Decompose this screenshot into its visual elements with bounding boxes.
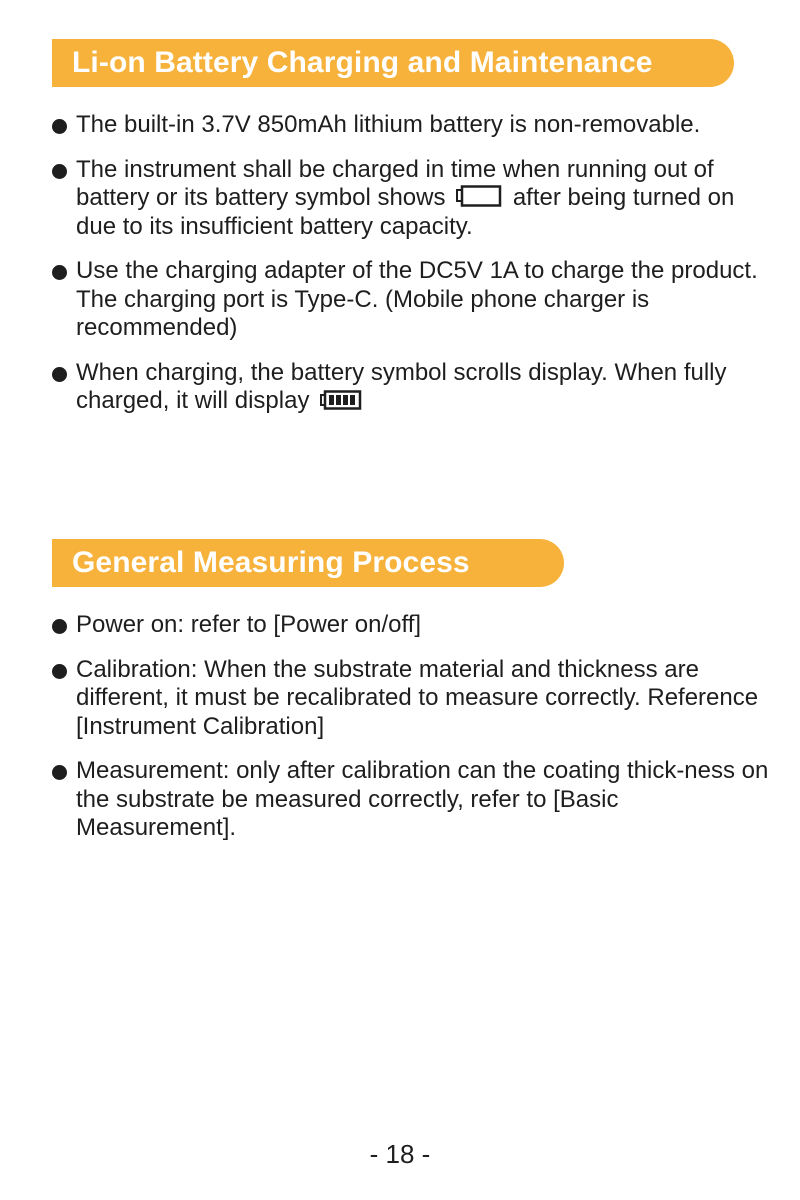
- list-item-text: The built-in 3.7V 850mAh lithium battery is non-removable.: [76, 111, 701, 138]
- bullet-icon: [52, 664, 67, 679]
- section-title-battery: Li-on Battery Charging and Maintenance: [72, 46, 653, 79]
- list-item: [50, 611, 780, 640]
- list-item-text: When charging, the battery symbol scrolls display. When fully charged, it will display: [76, 358, 727, 414]
- section-header-battery: [52, 39, 734, 87]
- battery-full-icon: [320, 390, 362, 410]
- bullet-icon: [52, 367, 67, 382]
- battery-bullet-list: [50, 111, 780, 432]
- list-item: [50, 111, 780, 140]
- list-item-text: Measurement: only after calibration can the coating thick-ness on the substrate be measured correctly, refer to [Basic Measurement].: [76, 757, 769, 841]
- section-header-process: [52, 539, 564, 587]
- list-item-text: Use the charging adapter of the DC5V 1A to charge the product. The charging port is Type-C. (Mobile phone charger is recommended): [76, 257, 758, 341]
- list-item: [50, 656, 780, 742]
- list-item: [50, 257, 780, 343]
- bullet-icon: [52, 164, 67, 179]
- process-bullet-list: [50, 611, 780, 859]
- page-number: - 18 -: [369, 1139, 431, 1169]
- list-item-text: after being turned on due to its insufficient battery capacity.: [76, 184, 735, 240]
- bullet-icon: [52, 119, 67, 134]
- list-item-text: Calibration: When the substrate material and thickness are different, it must be recalibrated to measure correctly. Reference [Instrument Calibration]: [76, 655, 759, 740]
- bullet-icon: [52, 765, 67, 780]
- section-title-process: General Measuring Process: [72, 546, 470, 579]
- bullet-icon: [52, 265, 67, 280]
- list-item: [50, 359, 780, 416]
- battery-empty-icon: [456, 185, 502, 207]
- list-item: [50, 757, 780, 843]
- bullet-icon: [52, 619, 67, 634]
- list-item-text: Power on: refer to [Power on/off]: [76, 611, 422, 638]
- list-item-text: The instrument shall be charged in time when running out of battery or its battery symbol shows: [76, 155, 714, 211]
- list-item: [50, 156, 780, 242]
